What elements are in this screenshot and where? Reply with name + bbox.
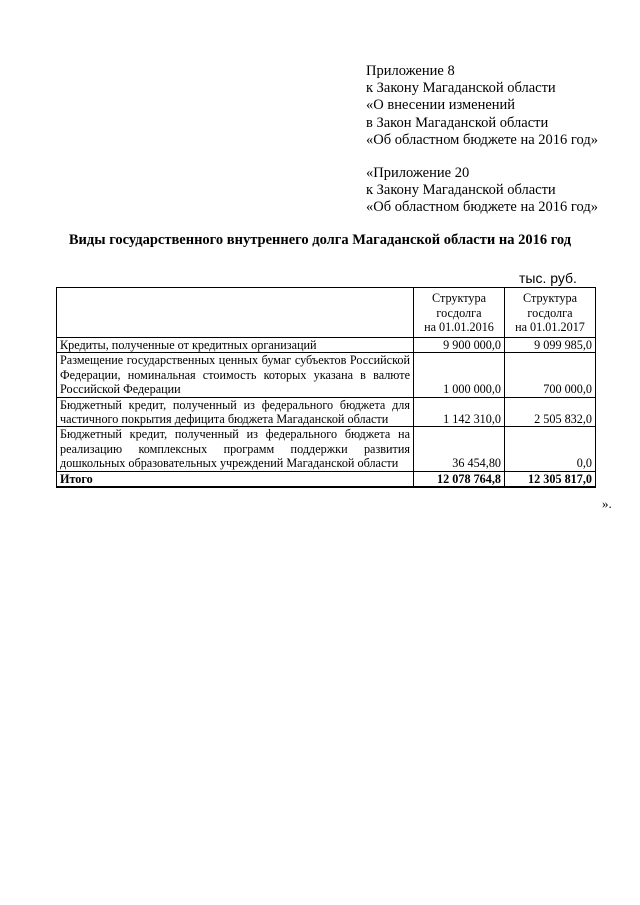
annex-line: Приложение 8: [366, 63, 455, 79]
total-value-2017: 12 305 817,0: [505, 471, 596, 487]
annex-line: «Об областном бюджете на 2016 год»: [366, 131, 598, 148]
header-text: госдолга: [436, 305, 482, 320]
header-cell-2016: [414, 288, 505, 338]
row-name: Размещение государственных ценных бумаг субъектов Российской Федерации, номинальная стоимость которых указана в валюте Российской Федерации: [57, 353, 414, 397]
annex-header: [366, 63, 598, 217]
row-value-2016: 36 454,80: [414, 427, 505, 471]
document-title: Виды государственного внутреннего долга Магаданской области на 2016 год: [68, 232, 572, 248]
annex-line: «Приложение 20: [366, 165, 470, 182]
total-value-2016: 12 078 764,8: [414, 471, 505, 487]
annex-line: к Закону Магаданской области: [366, 80, 556, 97]
row-value-2017: 700 000,0: [505, 353, 596, 397]
closing-quote: ».: [602, 496, 612, 511]
table-row: [57, 427, 596, 471]
header-text: на 01.01.2016: [424, 320, 494, 335]
row-value-2017: 9 099 985,0: [505, 338, 596, 353]
units-label: тыс. руб.: [519, 270, 577, 286]
header-text: Структура: [523, 291, 577, 306]
row-value-2016: 9 900 000,0: [414, 338, 505, 353]
row-value-2017: 0,0: [505, 427, 596, 471]
annex-line: к Закону Магаданской области: [366, 182, 556, 199]
table-row: [57, 338, 596, 353]
spacer: [366, 149, 598, 165]
header-text: госдолга: [527, 305, 573, 320]
table-row: [57, 353, 596, 397]
total-label: Итого: [57, 471, 414, 487]
row-name: Бюджетный кредит, полученный из федерального бюджета на реализацию комплексных программ поддержки развития дошкольных образовательных учреждений Магаданской области: [57, 427, 414, 471]
debt-table: [56, 287, 596, 488]
table-header-row: [57, 288, 596, 338]
row-name: Кредиты, полученные от кредитных организаций: [57, 338, 414, 353]
header-cell-empty: [57, 288, 414, 338]
annex-line: в Закон Магаданской области: [366, 114, 549, 131]
row-name: Бюджетный кредит, полученный из федерального бюджета для частичного покрытия дефицита бюджета Магаданской области: [57, 397, 414, 427]
header-text: на 01.01.2017: [515, 320, 585, 335]
annex-line: «Об областном бюджете на 2016 год»: [366, 199, 598, 216]
annex-line: «О внесении изменений: [366, 97, 516, 114]
table-row: [57, 397, 596, 427]
header-cell-2017: [505, 288, 596, 338]
row-value-2016: 1 142 310,0: [414, 397, 505, 427]
row-value-2017: 2 505 832,0: [505, 397, 596, 427]
header-text: Структура: [432, 291, 486, 306]
row-value-2016: 1 000 000,0: [414, 353, 505, 397]
table-total-row: [57, 471, 596, 487]
